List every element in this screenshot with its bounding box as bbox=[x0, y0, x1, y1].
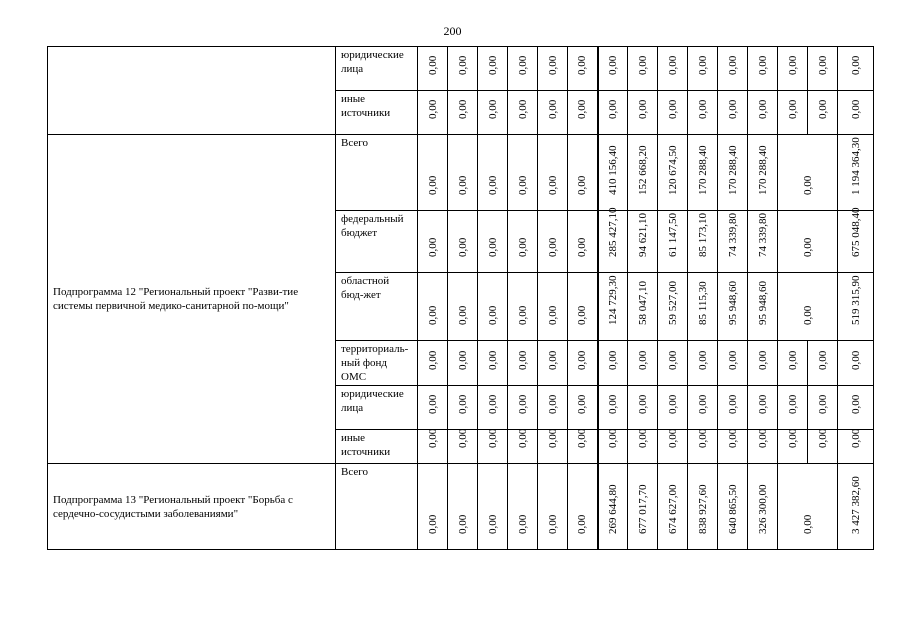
value-text: 0,00 bbox=[516, 175, 529, 195]
value-cell bbox=[508, 47, 538, 91]
value-cell bbox=[478, 341, 508, 386]
value-cell bbox=[448, 135, 478, 211]
value-cell bbox=[718, 464, 748, 550]
value-cell bbox=[418, 430, 448, 464]
value-text: 0,00 bbox=[546, 99, 559, 119]
value-text: 675 048,40 bbox=[849, 207, 862, 257]
value-text: 0,00 bbox=[726, 428, 739, 448]
value-cell bbox=[478, 135, 508, 211]
value-text: 0,00 bbox=[456, 237, 469, 257]
value-cell bbox=[658, 211, 688, 273]
value-cell bbox=[748, 273, 778, 341]
value-cell bbox=[748, 341, 778, 386]
value-text: 0,00 bbox=[849, 55, 862, 75]
value-text: 85 115,30 bbox=[696, 281, 709, 325]
value-text: 0,00 bbox=[456, 175, 469, 195]
value-cell bbox=[658, 47, 688, 91]
value-cell bbox=[688, 91, 718, 135]
funding-source-cell: Всего bbox=[336, 464, 418, 550]
value-cell bbox=[778, 386, 808, 430]
value-cell bbox=[838, 135, 874, 211]
value-text: 0,00 bbox=[576, 350, 589, 370]
value-cell bbox=[508, 430, 538, 464]
value-cell bbox=[508, 464, 538, 550]
funding-source-cell: Всего bbox=[336, 135, 418, 211]
value-cell bbox=[838, 464, 874, 550]
value-text: 0,00 bbox=[756, 99, 769, 119]
value-cell bbox=[508, 211, 538, 273]
value-cell bbox=[568, 464, 598, 550]
value-text: 0,00 bbox=[486, 350, 499, 370]
value-cell bbox=[628, 273, 658, 341]
value-text: 0,00 bbox=[576, 394, 589, 414]
value-text: 0,00 bbox=[786, 350, 799, 370]
value-text: 0,00 bbox=[546, 237, 559, 257]
value-cell bbox=[478, 273, 508, 341]
value-text: 0,00 bbox=[816, 394, 829, 414]
value-text: 124 729,30 bbox=[606, 275, 619, 325]
value-text: 0,00 bbox=[426, 394, 439, 414]
value-text: 0,00 bbox=[849, 394, 862, 414]
value-text: 0,00 bbox=[849, 350, 862, 370]
value-cell bbox=[718, 47, 748, 91]
value-cell bbox=[748, 211, 778, 273]
value-text: 285 427,10 bbox=[606, 207, 619, 257]
value-text: 170 288,40 bbox=[696, 145, 709, 195]
value-text: 0,00 bbox=[606, 394, 619, 414]
value-cell bbox=[628, 135, 658, 211]
value-text: 0,00 bbox=[696, 428, 709, 448]
value-cell bbox=[628, 47, 658, 91]
value-text: 0,00 bbox=[786, 55, 799, 75]
value-text: 0,00 bbox=[516, 428, 529, 448]
value-text: 61 147,50 bbox=[666, 213, 679, 257]
value-cell bbox=[448, 211, 478, 273]
value-text: 0,00 bbox=[546, 350, 559, 370]
value-cell bbox=[448, 341, 478, 386]
value-cell bbox=[688, 430, 718, 464]
value-text: 0,00 bbox=[696, 55, 709, 75]
value-text: 0,00 bbox=[426, 99, 439, 119]
value-cell bbox=[628, 211, 658, 273]
value-text: 170 288,40 bbox=[756, 145, 769, 195]
value-cell bbox=[808, 91, 838, 135]
value-text: 0,00 bbox=[516, 394, 529, 414]
value-cell bbox=[808, 47, 838, 91]
value-text: 152 668,20 bbox=[636, 145, 649, 195]
value-cell bbox=[748, 91, 778, 135]
value-cell bbox=[448, 47, 478, 91]
value-cell bbox=[598, 207, 628, 273]
value-text: 0,00 bbox=[696, 350, 709, 370]
value-cell bbox=[628, 464, 658, 550]
value-text: 677 017,70 bbox=[636, 484, 649, 534]
value-text: 0,00 bbox=[666, 55, 679, 75]
value-cell bbox=[478, 47, 508, 91]
value-text: 0,00 bbox=[636, 394, 649, 414]
value-text: 74 339,80 bbox=[756, 213, 769, 257]
value-text: 0,00 bbox=[546, 175, 559, 195]
value-cell bbox=[598, 135, 628, 211]
value-cell bbox=[718, 211, 748, 273]
value-cell bbox=[778, 91, 808, 135]
value-text: 0,00 bbox=[546, 394, 559, 414]
value-cell bbox=[598, 464, 628, 550]
value-cell bbox=[658, 430, 688, 464]
funding-table bbox=[47, 46, 874, 550]
value-cell bbox=[598, 273, 628, 341]
program-name-cell bbox=[48, 47, 336, 135]
value-text: 0,00 bbox=[486, 237, 499, 257]
value-cell bbox=[628, 91, 658, 135]
value-text: 0,00 bbox=[816, 55, 829, 75]
value-text: 74 339,80 bbox=[726, 213, 739, 257]
value-text: 0,00 bbox=[666, 99, 679, 119]
value-text: 0,00 bbox=[816, 428, 829, 448]
value-text: 0,00 bbox=[516, 305, 529, 325]
value-cell bbox=[658, 464, 688, 550]
value-cell bbox=[508, 273, 538, 341]
value-text: 640 865,50 bbox=[726, 484, 739, 534]
funding-source-cell: территориаль-ный фонд ОМС bbox=[336, 341, 418, 386]
value-cell bbox=[478, 211, 508, 273]
value-text: 0,00 bbox=[786, 428, 799, 448]
value-cell bbox=[508, 91, 538, 135]
value-text: 0,00 bbox=[486, 394, 499, 414]
value-text: 0,00 bbox=[516, 350, 529, 370]
value-cell bbox=[658, 135, 688, 211]
value-text: 0,00 bbox=[636, 55, 649, 75]
value-cell bbox=[568, 386, 598, 430]
value-cell bbox=[718, 135, 748, 211]
value-cell bbox=[568, 211, 598, 273]
value-cell bbox=[568, 91, 598, 135]
value-cell bbox=[778, 430, 808, 464]
value-cell bbox=[658, 273, 688, 341]
value-cell bbox=[418, 91, 448, 135]
value-cell bbox=[808, 430, 838, 464]
value-text: 58 047,10 bbox=[636, 281, 649, 325]
funding-source-cell: иные источники bbox=[336, 430, 418, 464]
value-cell bbox=[688, 341, 718, 386]
program-name-cell: Подпрограмма 12 "Региональный проект "Разви-тие системы первичной медико-санитарной по-мощи" bbox=[48, 135, 336, 464]
value-text: 0,00 bbox=[636, 428, 649, 448]
value-cell bbox=[778, 464, 838, 550]
value-text: 0,00 bbox=[666, 394, 679, 414]
value-cell bbox=[478, 430, 508, 464]
value-cell bbox=[748, 386, 778, 430]
value-cell bbox=[718, 341, 748, 386]
value-cell bbox=[718, 91, 748, 135]
value-cell bbox=[478, 91, 508, 135]
value-text: 94 621,10 bbox=[636, 213, 649, 257]
value-text: 0,00 bbox=[456, 350, 469, 370]
value-cell bbox=[628, 386, 658, 430]
value-text: 170 288,40 bbox=[726, 145, 739, 195]
value-cell bbox=[688, 464, 718, 550]
value-cell bbox=[508, 341, 538, 386]
value-cell bbox=[778, 211, 838, 273]
value-text: 0,00 bbox=[486, 305, 499, 325]
value-cell bbox=[838, 47, 874, 91]
value-cell bbox=[598, 386, 628, 430]
value-text: 0,00 bbox=[486, 428, 499, 448]
value-text: 0,00 bbox=[756, 350, 769, 370]
value-text: 0,00 bbox=[636, 350, 649, 370]
value-text: 0,00 bbox=[456, 99, 469, 119]
value-cell bbox=[448, 91, 478, 135]
value-text: 326 300,00 bbox=[756, 484, 769, 534]
value-text: 0,00 bbox=[546, 305, 559, 325]
value-text: 0,00 bbox=[456, 394, 469, 414]
value-cell bbox=[538, 464, 568, 550]
program-name-cell: Подпрограмма 13 "Региональный проект "Борьба с сердечно-сосудистыми заболеваниями" bbox=[48, 464, 336, 550]
value-text: 0,00 bbox=[576, 237, 589, 257]
value-cell bbox=[538, 211, 568, 273]
value-text: 0,00 bbox=[726, 55, 739, 75]
value-cell bbox=[778, 273, 838, 341]
value-cell bbox=[448, 430, 478, 464]
value-cell bbox=[748, 430, 778, 464]
value-text: 0,00 bbox=[606, 99, 619, 119]
value-cell bbox=[688, 47, 718, 91]
value-cell bbox=[838, 91, 874, 135]
value-text: 0,00 bbox=[426, 305, 439, 325]
value-text: 0,00 bbox=[456, 305, 469, 325]
value-text: 0,00 bbox=[426, 175, 439, 195]
value-cell bbox=[598, 341, 628, 386]
value-text: 120 674,50 bbox=[666, 145, 679, 195]
value-text: 95 948,60 bbox=[756, 281, 769, 325]
value-cell bbox=[778, 341, 808, 386]
value-text: 0,00 bbox=[756, 55, 769, 75]
value-cell bbox=[418, 135, 448, 211]
funding-source-cell: федеральный бюджет bbox=[336, 211, 418, 273]
value-cell bbox=[418, 386, 448, 430]
value-text: 0,00 bbox=[516, 99, 529, 119]
value-text: 0,00 bbox=[576, 175, 589, 195]
value-cell bbox=[688, 211, 718, 273]
value-cell bbox=[418, 341, 448, 386]
value-text: 0,00 bbox=[456, 55, 469, 75]
value-cell bbox=[838, 273, 874, 341]
value-text: 269 644,80 bbox=[606, 484, 619, 534]
funding-source-cell: иные источники bbox=[336, 91, 418, 135]
value-text: 0,00 bbox=[486, 99, 499, 119]
table-row bbox=[48, 135, 874, 211]
page-number: 200 bbox=[443, 24, 462, 38]
value-cell bbox=[538, 273, 568, 341]
value-text: 0,00 bbox=[546, 514, 559, 534]
value-text: 674 627,00 bbox=[666, 484, 679, 534]
value-cell bbox=[598, 430, 628, 464]
value-cell bbox=[568, 135, 598, 211]
value-text: 0,00 bbox=[456, 514, 469, 534]
value-text: 0,00 bbox=[516, 514, 529, 534]
value-text: 0,00 bbox=[516, 55, 529, 75]
value-text: 0,00 bbox=[756, 394, 769, 414]
value-text: 95 948,60 bbox=[726, 281, 739, 325]
value-text: 0,00 bbox=[576, 55, 589, 75]
value-text: 0,00 bbox=[816, 350, 829, 370]
value-text: 0,00 bbox=[786, 99, 799, 119]
value-cell bbox=[448, 386, 478, 430]
value-cell bbox=[628, 430, 658, 464]
value-text: 0,00 bbox=[666, 428, 679, 448]
value-text: 1 194 364,30 bbox=[849, 137, 862, 195]
funding-source-cell: юридические лица bbox=[336, 386, 418, 430]
value-text: 0,00 bbox=[816, 99, 829, 119]
value-text: 0,00 bbox=[666, 350, 679, 370]
value-cell bbox=[838, 207, 874, 273]
value-text: 0,00 bbox=[486, 55, 499, 75]
value-text: 0,00 bbox=[426, 55, 439, 75]
value-cell bbox=[538, 135, 568, 211]
value-text: 410 156,40 bbox=[606, 145, 619, 195]
value-cell bbox=[418, 464, 448, 550]
value-text: 0,00 bbox=[546, 428, 559, 448]
value-text: 0,00 bbox=[486, 175, 499, 195]
value-text: 838 927,60 bbox=[696, 484, 709, 534]
value-cell bbox=[778, 135, 838, 211]
value-cell bbox=[598, 91, 628, 135]
value-text: 0,00 bbox=[606, 428, 619, 448]
value-text: 0,00 bbox=[801, 237, 814, 257]
value-cell bbox=[688, 135, 718, 211]
value-text: 3 427 382,60 bbox=[849, 476, 862, 534]
value-cell bbox=[838, 430, 874, 464]
value-text: 0,00 bbox=[426, 428, 439, 448]
value-cell bbox=[478, 386, 508, 430]
value-cell bbox=[508, 135, 538, 211]
value-cell bbox=[568, 341, 598, 386]
value-cell bbox=[718, 386, 748, 430]
value-cell bbox=[658, 341, 688, 386]
value-text: 0,00 bbox=[576, 514, 589, 534]
value-cell bbox=[838, 341, 874, 386]
value-text: 0,00 bbox=[696, 99, 709, 119]
value-text: 0,00 bbox=[726, 99, 739, 119]
value-text: 0,00 bbox=[546, 55, 559, 75]
value-cell bbox=[418, 273, 448, 341]
value-cell bbox=[838, 386, 874, 430]
value-text: 0,00 bbox=[726, 394, 739, 414]
value-cell bbox=[658, 91, 688, 135]
value-text: 0,00 bbox=[801, 305, 814, 325]
value-cell bbox=[538, 91, 568, 135]
value-text: 0,00 bbox=[576, 99, 589, 119]
value-text: 0,00 bbox=[849, 99, 862, 119]
value-cell bbox=[538, 386, 568, 430]
value-text: 0,00 bbox=[426, 350, 439, 370]
value-text: 0,00 bbox=[426, 514, 439, 534]
value-text: 0,00 bbox=[801, 514, 814, 534]
value-cell bbox=[658, 386, 688, 430]
value-cell bbox=[448, 464, 478, 550]
value-text: 0,00 bbox=[636, 99, 649, 119]
value-cell bbox=[748, 135, 778, 211]
funding-source-cell: областной бюд-жет bbox=[336, 273, 418, 341]
value-text: 0,00 bbox=[696, 394, 709, 414]
value-cell bbox=[808, 341, 838, 386]
value-text: 0,00 bbox=[849, 428, 862, 448]
value-text: 59 527,00 bbox=[666, 281, 679, 325]
value-text: 0,00 bbox=[576, 305, 589, 325]
value-cell bbox=[688, 273, 718, 341]
value-cell bbox=[748, 47, 778, 91]
value-cell bbox=[718, 273, 748, 341]
value-cell bbox=[568, 47, 598, 91]
value-cell bbox=[598, 47, 628, 91]
funding-source-cell: юридические лица bbox=[336, 47, 418, 91]
value-text: 0,00 bbox=[756, 428, 769, 448]
value-cell bbox=[568, 273, 598, 341]
value-cell bbox=[508, 386, 538, 430]
value-text: 0,00 bbox=[576, 428, 589, 448]
table-body bbox=[48, 47, 874, 550]
value-cell bbox=[688, 386, 718, 430]
value-cell bbox=[628, 341, 658, 386]
value-text: 0,00 bbox=[606, 55, 619, 75]
value-text: 0,00 bbox=[516, 237, 529, 257]
value-text: 0,00 bbox=[426, 237, 439, 257]
value-cell bbox=[748, 464, 778, 550]
value-text: 0,00 bbox=[726, 350, 739, 370]
value-text: 519 315,90 bbox=[849, 275, 862, 325]
value-text: 0,00 bbox=[456, 428, 469, 448]
value-cell bbox=[418, 47, 448, 91]
value-cell bbox=[418, 211, 448, 273]
value-cell bbox=[718, 430, 748, 464]
value-cell bbox=[808, 386, 838, 430]
value-cell bbox=[778, 47, 808, 91]
value-cell bbox=[538, 47, 568, 91]
value-text: 0,00 bbox=[801, 175, 814, 195]
value-cell bbox=[538, 341, 568, 386]
table-row bbox=[48, 47, 874, 91]
value-cell bbox=[568, 430, 598, 464]
value-cell bbox=[538, 430, 568, 464]
value-text: 85 173,10 bbox=[696, 213, 709, 257]
value-cell bbox=[448, 273, 478, 341]
table-row bbox=[48, 464, 874, 550]
value-text: 0,00 bbox=[486, 514, 499, 534]
value-text: 0,00 bbox=[786, 394, 799, 414]
value-text: 0,00 bbox=[606, 350, 619, 370]
value-cell bbox=[478, 464, 508, 550]
